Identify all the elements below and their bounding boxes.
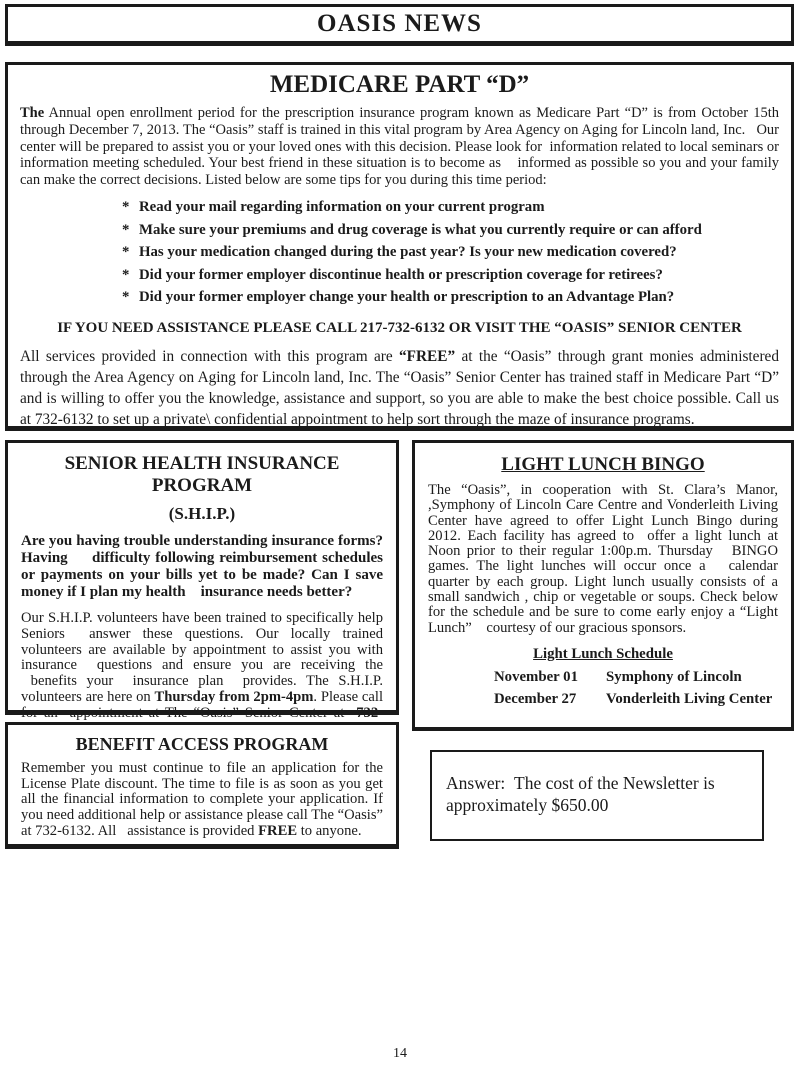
schedule-location: Vonderleith Living Center: [606, 690, 773, 707]
section-benefit-access: [5, 722, 399, 849]
benefit-section-title: BENEFIT ACCESS PROGRAM: [75, 734, 329, 754]
tip-bullet-marker: *: [122, 289, 130, 306]
lunch-schedule-row: [494, 666, 778, 688]
tip-text: Read your mail regarding information on your current program: [139, 198, 545, 215]
ship-body-paragraph: Our S.H.I.P. volunteers have been trained to specifically help Seniors answer these questions. Our locally trained volunteers are available by appointment to assist you with insurance questions and ensure you are receiving the benefits your insurance plan provides. The S.H.I.P. volunteers are here on Thursday from 2pm-4pm. Please call for an appointment at The “Oasis” Senior Center at 732-: [21, 610, 383, 721]
medicare-tip-item: [122, 241, 779, 264]
ship-section-title: SENIOR HEALTH INSURANCE PROGRAM: [64, 453, 340, 496]
bingo-section-title: LIGHT LUNCH BINGO: [501, 454, 705, 475]
page-number: 14: [393, 1046, 407, 1061]
bingo-body-paragraph: The “Oasis”, in cooperation with St. Clara’s Manor, ,Symphony of Lincoln Care Centre and Vonderleith Living Center have agreed to offer Light Lunch Bingo during 2012. Each facility has agreed to offer a light lunch at Noon prior to their regular 1:00p.m. Thursday BINGO games. The light lunches will occur once a calendar quarter by each group. Light lunch usually consists of a small sandwich , chip or vegetable or soups. Check below for the schedule and be sure to come early enjoy a “Light Lunch” courtesy of our gracious sponsors.: [428, 482, 778, 636]
newsletter-title: OASIS NEWS: [317, 10, 482, 37]
medicare-section-title: MEDICARE PART “D”: [269, 71, 530, 98]
lunch-schedule-row: [494, 688, 778, 710]
schedule-date: December 27: [494, 690, 577, 707]
section-light-lunch-bingo: [412, 440, 794, 731]
section-medicare-part-d: [5, 62, 794, 431]
assistance-call-line: IF YOU NEED ASSISTANCE PLEASE CALL 217-732-6132 OR VISIT THE “OASIS” SENIOR CENTER: [57, 319, 742, 336]
medicare-tip-item: [122, 196, 779, 219]
tip-text: Did your former employer change your health or prescription to an Advantage Plan?: [139, 289, 675, 306]
schedule-location: Symphony of Lincoln: [606, 668, 742, 685]
answer-text: Answer: The cost of the Newsletter is approximately $650.00: [446, 773, 715, 815]
medicare-tip-item: [122, 264, 779, 287]
medicare-closing-paragraph: All services provided in connection with this program are “FREE” at the “Oasis” through grant monies administered through the Area Agency on Aging for Lincoln land, Inc. The “Oasis” Senior Center has trained staff in Medicare Part “D” and is willing to offer you the knowledge, assistance and support, so you are able to make the best choice possible. Call us at 732-6132 to set up a private\ confidential appointment to help sort through the maze of insurance programs.: [20, 347, 779, 428]
tip-text: Make sure your premiums and drug coverage is what you currently require or can afford: [139, 221, 702, 238]
medicare-tips-list: [122, 196, 779, 309]
benefit-body-paragraph: Remember you must continue to file an application for the License Plate discount. The time to file is as soon as you get all the financial information to complete your application. If you need additional help or assistance please call The “Oasis” at 732-6132. All assistance is provided FREE to anyone.: [21, 760, 383, 839]
medicare-tip-item: [122, 286, 779, 309]
tip-text: Has your medication changed during the past year? Is your new medication covered?: [139, 244, 677, 261]
newsletter-answer-box: [430, 750, 764, 841]
tip-bullet-marker: *: [122, 221, 130, 238]
ship-questions-paragraph: Are you having trouble understanding insurance forms? Having difficulty following reimbursement schedules or payments on your bills yet to be made? Can I save money if I plan my health insurance needs better?: [21, 533, 383, 600]
tip-text: Did your former employer discontinue health or prescription coverage for retirees?: [139, 266, 663, 283]
medicare-intro-paragraph: The Annual open enrollment period for the prescription insurance program known as Medicare Part “D” is from October 15th through December 7, 2013. The “Oasis” staff is trained in this vital program by Area Agency on Aging for Lincoln land, Inc. Our center will be prepared to assist you or your loved ones with this decision. Please look for information related to local seminars or information meeting scheduled. Your best friend in these situation is to become as informed as possible so you and your family can make the correct decisions. Listed below are some tips for you during this time period:: [20, 105, 779, 189]
newsletter-masthead: [5, 4, 794, 46]
lunch-schedule-title: Light Lunch Schedule: [533, 645, 673, 662]
tip-bullet-marker: *: [122, 266, 130, 283]
ship-section-subtitle: (S.H.I.P.): [168, 504, 236, 523]
tip-bullet-marker: *: [122, 198, 130, 215]
schedule-date: November 01: [494, 668, 578, 685]
lunch-schedule-table: [428, 666, 778, 710]
medicare-tip-item: [122, 219, 779, 242]
section-ship: [5, 440, 399, 721]
tip-bullet-marker: *: [122, 244, 130, 261]
